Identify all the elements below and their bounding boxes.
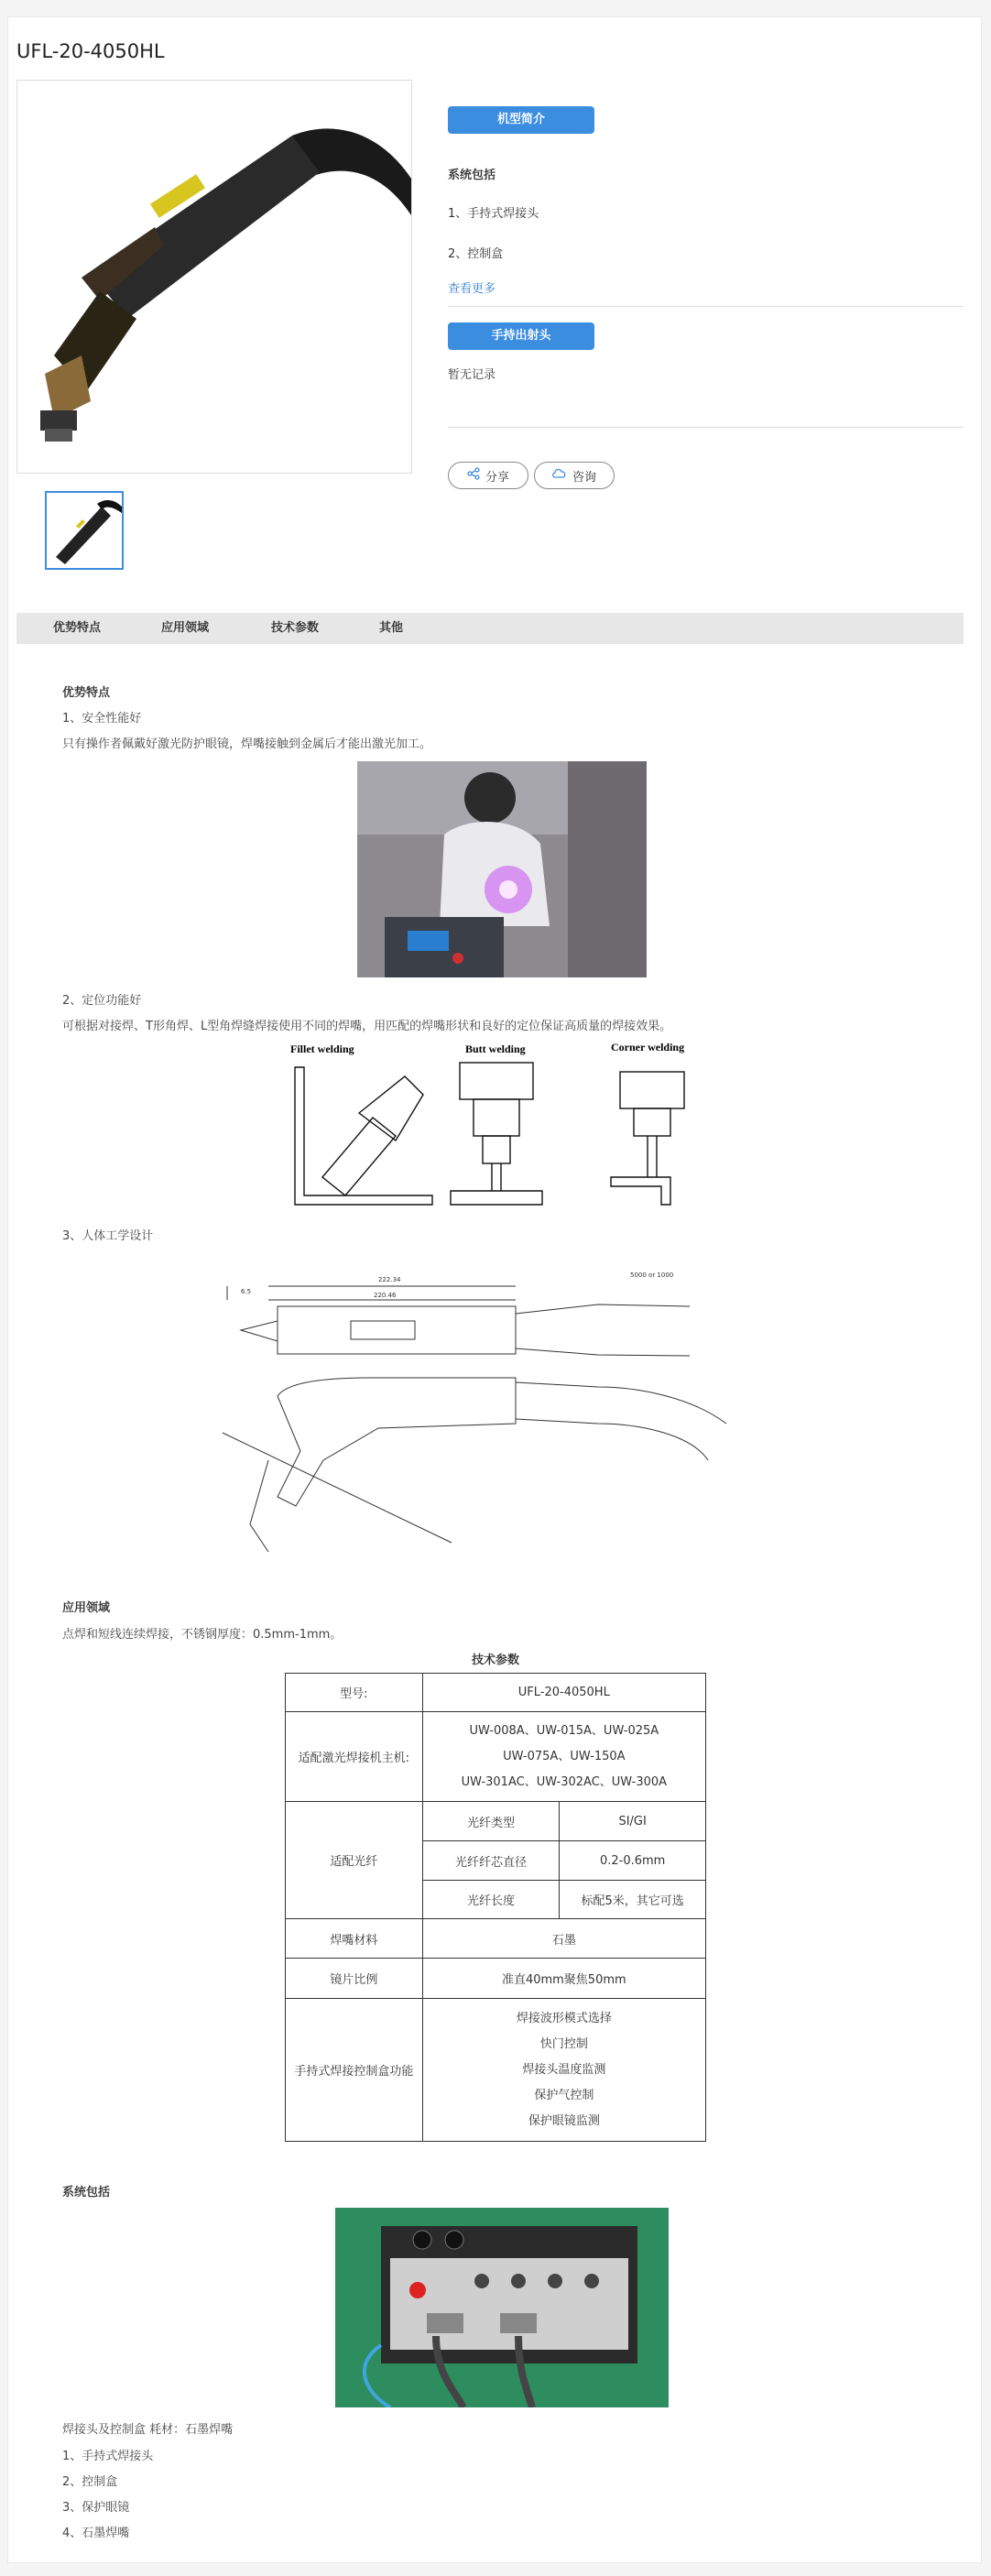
spec-laser-value-1: UW-008A、UW-015A、UW-025A	[469, 1723, 659, 1738]
advantage-1-title: 1、安全性能好	[62, 712, 142, 726]
spec-control-value: 保护气控制	[534, 2088, 594, 2102]
system-item-1: 1、手持式焊接头	[448, 207, 539, 221]
system-item-2: 2、控制盒	[448, 247, 504, 261]
share-icon	[467, 467, 480, 484]
advantages-heading: 优势特点	[62, 686, 111, 700]
weld-joint-diagram	[286, 1040, 716, 1210]
detail-tabbar	[16, 613, 964, 644]
divider	[448, 427, 964, 428]
spec-laser-value-3: UW-301AC、UW-302AC、UW-300A	[461, 1774, 668, 1789]
ergonomic-dimension-drawing	[213, 1250, 789, 1573]
share-button[interactable]	[448, 462, 528, 489]
spec-lens-label: 镜片比例	[286, 1959, 423, 1999]
spec-laser-value-2: UW-075A、UW-150A	[503, 1749, 626, 1763]
application-text: 点焊和短线连续焊接，不锈钢厚度：0.5mm-1mm。	[62, 1628, 343, 1642]
advantage-2-title: 2、定位功能好	[62, 994, 142, 1008]
spec-control-values	[422, 1999, 705, 2142]
operator-welding-photo	[357, 761, 647, 977]
advantage-3-title: 3、人体工学设计	[62, 1229, 154, 1243]
spec-fiber-value: 0.2-0.6mm	[560, 1841, 706, 1881]
tab-other[interactable]: 其他	[379, 621, 404, 635]
system-list-item: 1、手持式焊接头	[62, 2450, 154, 2463]
tab-spec[interactable]: 技术参数	[271, 621, 320, 635]
spec-fiber-key: 光纤类型	[422, 1802, 560, 1841]
spec-control-value: 保护眼镜监测	[528, 2113, 600, 2128]
advantage-1-text: 只有操作者佩戴好激光防护眼镜，焊嘴接触到金属后才能出激光加工。	[62, 737, 432, 751]
product-thumbnail[interactable]	[45, 491, 124, 570]
spec-table	[285, 1673, 706, 2142]
drawing-dim-3: 5000 or 1000	[630, 1272, 674, 1279]
butt-welding-label: Butt welding	[465, 1042, 526, 1055]
spec-fiber-key: 光纤纤芯直径	[422, 1841, 560, 1881]
system-label: 系统包括	[448, 169, 496, 182]
divider	[448, 306, 964, 307]
share-label: 分享	[485, 470, 509, 485]
corner-welding-label: Corner welding	[611, 1041, 685, 1053]
product-main-image[interactable]	[16, 80, 412, 474]
spec-fiber-key: 光纤长度	[422, 1881, 560, 1919]
handheld-head-button[interactable]: 手持出射头	[448, 322, 594, 350]
system-caption: 焊接头及控制盒 耗材：石墨焊嘴	[62, 2423, 234, 2437]
system-heading: 系统包括	[62, 2186, 111, 2199]
spec-lens-value: 准直40mm聚焦50mm	[422, 1959, 705, 1999]
intro-button[interactable]: 机型简介	[448, 106, 594, 134]
spec-fiber-label: 适配光纤	[286, 1802, 423, 1919]
control-box-photo	[335, 2208, 669, 2407]
spec-title: 技术参数	[471, 1654, 519, 1667]
consult-button[interactable]	[534, 462, 615, 489]
drawing-dim-1: 222.34	[378, 1276, 401, 1283]
product-title: UFL-20-4050HL	[16, 40, 165, 62]
application-heading: 应用领域	[62, 1601, 111, 1615]
drawing-dim-4: 6.5	[241, 1288, 252, 1295]
spec-control-value: 焊接波形模式选择	[516, 2011, 612, 2025]
system-list-item: 3、保护眼镜	[62, 2501, 130, 2515]
chat-cloud-icon	[552, 467, 567, 484]
advantage-2-text: 可根据对接焊、T形角焊、L型角焊缝焊接使用不同的焊嘴，用匹配的焊嘴形状和良好的定位保证高质量的焊接效果。	[62, 1020, 672, 1033]
spec-nozzle-label: 焊嘴材料	[286, 1919, 423, 1959]
no-record-text: 暂无记录	[448, 368, 496, 382]
spec-control-label: 手持式焊接控制盒功能	[286, 1999, 423, 2142]
spec-laser-values	[422, 1712, 705, 1802]
fillet-welding-label: Fillet welding	[290, 1042, 354, 1055]
spec-laser-label: 适配激光焊接机主机:	[286, 1712, 423, 1802]
view-more-link[interactable]: 查看更多	[448, 282, 496, 296]
spec-model-value: UFL-20-4050HL	[422, 1674, 705, 1712]
spec-control-value: 焊接头温度监测	[522, 2062, 606, 2077]
spec-fiber-value: SI/GI	[560, 1802, 706, 1841]
spec-control-value: 快门控制	[539, 2036, 588, 2051]
tab-advantages[interactable]: 优势特点	[53, 621, 102, 635]
system-list-item: 4、石墨焊嘴	[62, 2527, 130, 2540]
spec-model-label: 型号:	[286, 1674, 423, 1712]
tab-application[interactable]: 应用领域	[161, 621, 210, 635]
consult-label: 咨询	[572, 470, 596, 485]
system-list-item: 2、控制盒	[62, 2475, 118, 2489]
drawing-dim-2: 220.46	[374, 1292, 397, 1299]
spec-nozzle-value: 石墨	[422, 1919, 705, 1959]
spec-fiber-value: 标配5米，其它可选	[560, 1881, 706, 1919]
